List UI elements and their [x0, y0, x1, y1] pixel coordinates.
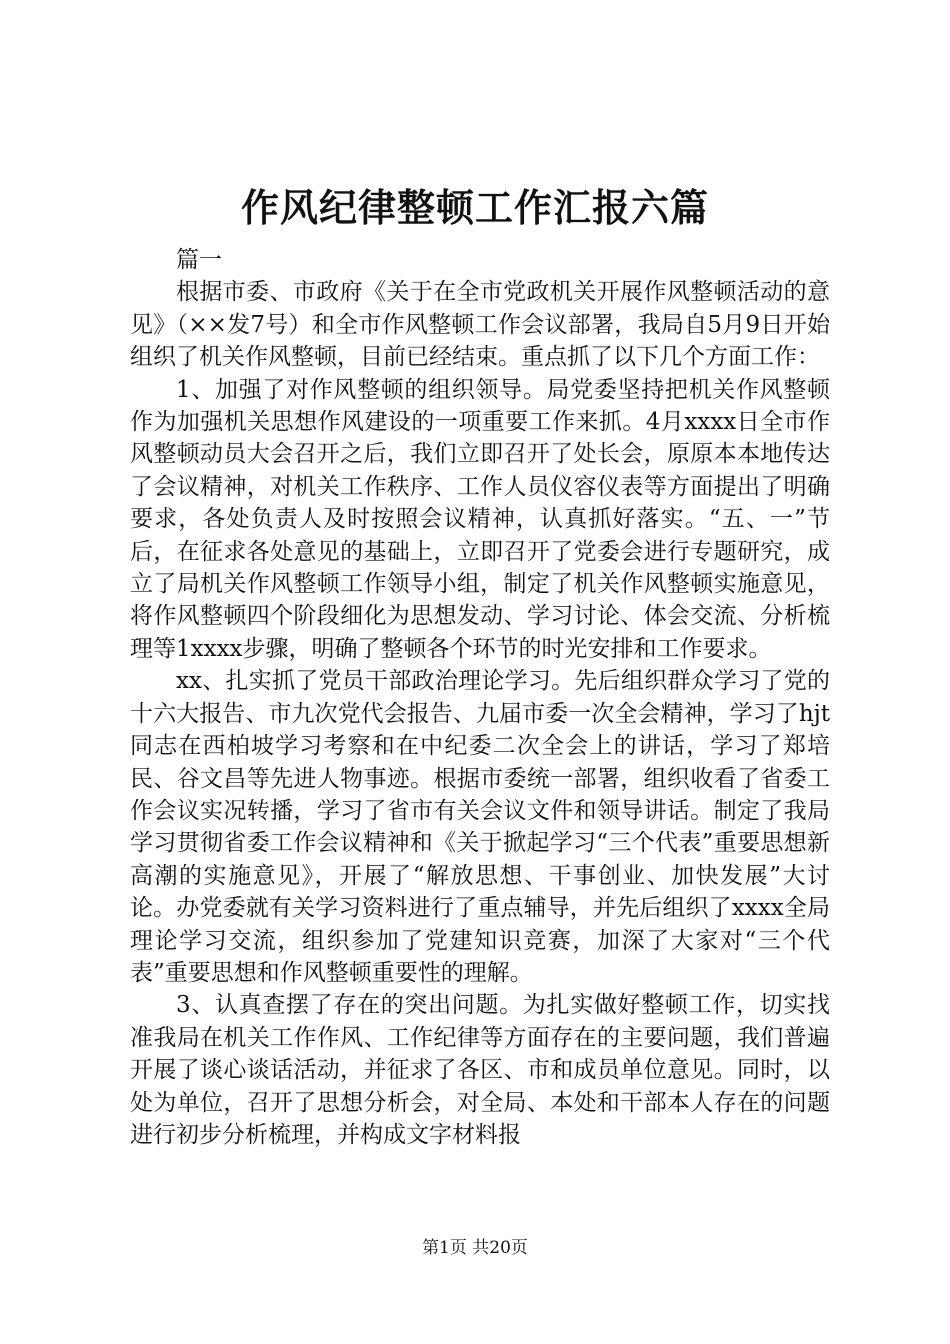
document-title: 作风纪律整顿工作汇报六篇	[240, 185, 709, 230]
body-paragraph: 3、认真查摆了存在的突出问题。为扎实做好整顿工作，切实找准我局在机关工作作风、工作纪律等方面存在的主要问题，我们普遍开展了谈心谈话活动，并征求了各区、市和成员单位意见。同时，以处为单位，召开了思想分析会，对全局、本处和干部本人存在的问题进行初步分析梳理，并构成文字材料报	[130, 992, 830, 1148]
body-paragraph: xx、扎实抓了党员干部政治理论学习。先后组织群众学习了党的十六大报告、市九次党代会报告、九届市委一次全会精神，学习了hjt同志在西柏坡学习考察和在中纪委二次全会上的讲话，学习了郑培民、谷文昌等先进人物事迹。根据市委统一部署，组织收看了省委工作会议实况转播，学习了省市有关会议文件和领导讲话。制定了我局学习贯彻省委工作会议精神和《关于掀起学习“三个代表”重要思想新高潮的实施意见》，开展了“解放思想、干事创业、加快发展”大讨论。办党委就有关学习资料进行了重点辅导，并先后组织了xxxx全局理论学习交流，组织参加了党建知识竞赛，加深了大家对“三个代表”重要思想和作风整顿重要性的理解。	[130, 668, 830, 986]
body-paragraph: 根据市委、市政府《关于在全市党政机关开展作风整顿活动的意见》（××发7号）和全市作风整顿工作会议部署，我局自5月9日开始组织了机关作风整顿，目前已经结束。重点抓了以下几个方面工作：	[130, 279, 830, 371]
document-body	[130, 244, 830, 1151]
section-heading: 篇一	[176, 247, 222, 273]
body-paragraph: 1、加强了对作风整顿的组织领导。局党委坚持把机关作风整顿作为加强机关思想作风建设的一项重要工作来抓。4月xxxx日全市作风整顿动员大会召开之后，我们立即召开了处长会，原原本本地传达了会议精神，对机关工作秩序、工作人员仪容仪表等方面提出了明确要求，各处负责人及时按照会议精神，认真抓好落实。“五、一”节后，在征求各处意见的基础上，立即召开了党委会进行专题研究，成立了局机关作风整顿工作领导小组，制定了机关作风整顿实施意见，将作风整顿四个阶段细化为思想发动、学习讨论、体会交流、分析梳理等1xxxx步骤，明确了整顿各个环节的时光安排和工作要求。	[130, 376, 830, 662]
page-number-footer: 第1页 共20页	[422, 1238, 528, 1258]
